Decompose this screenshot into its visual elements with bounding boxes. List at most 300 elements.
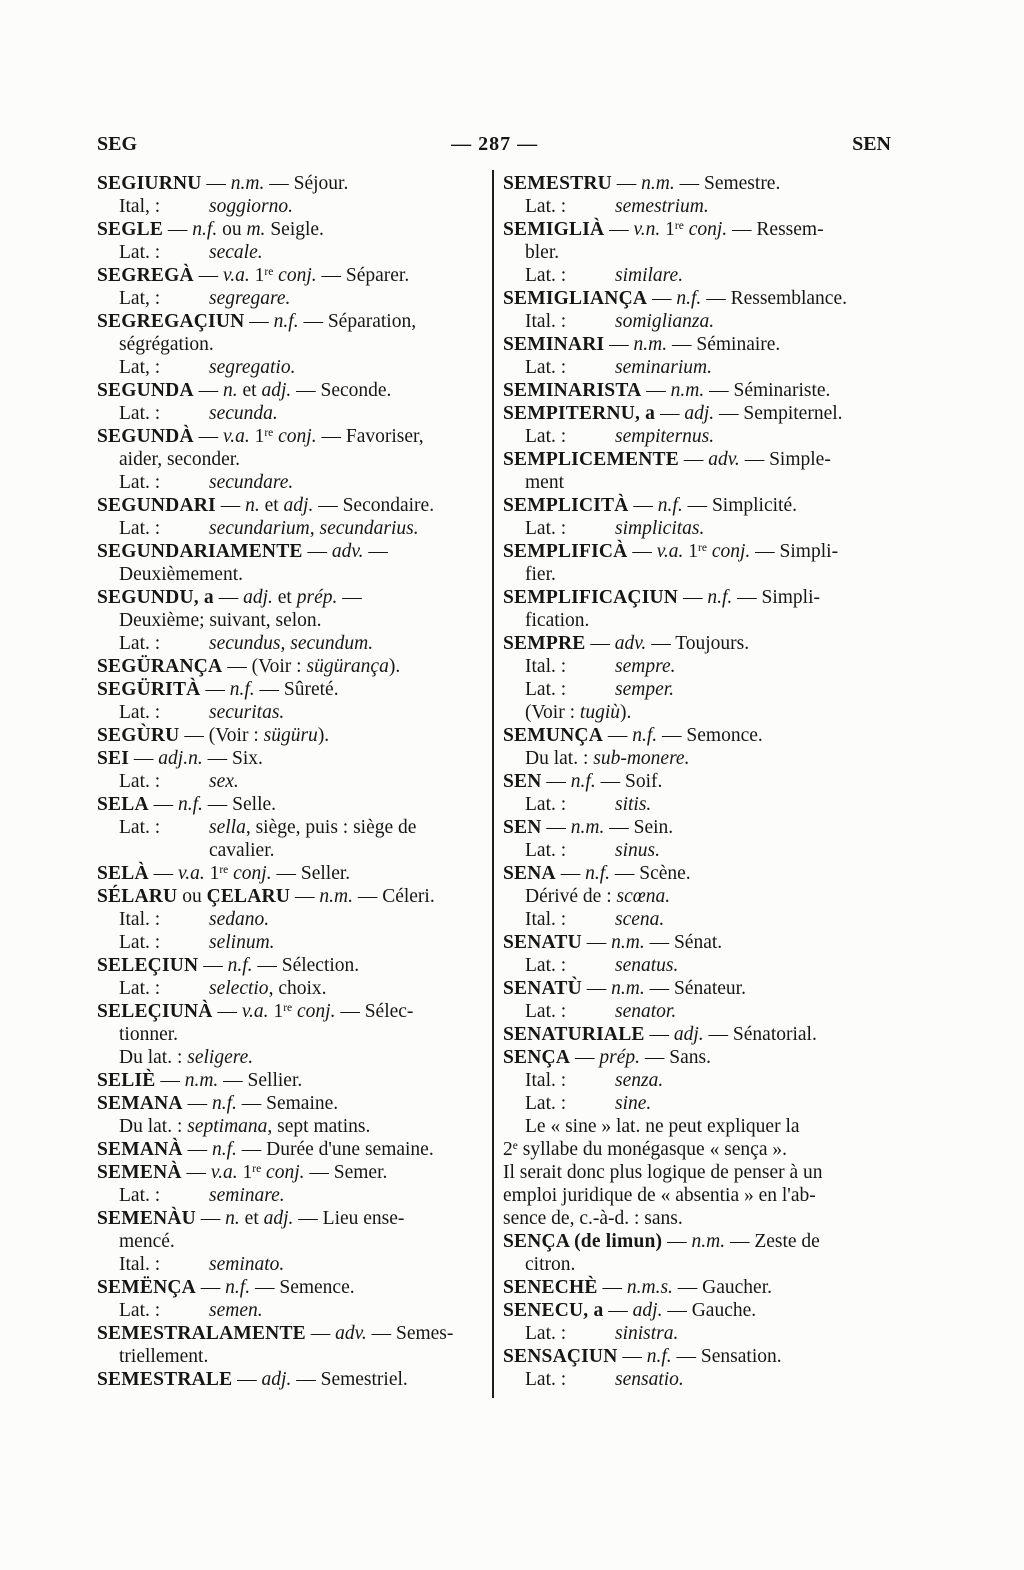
entry-subline <box>97 333 479 356</box>
headword: SENATURIALE <box>503 1024 645 1045</box>
italic-term: n.f. <box>229 679 255 700</box>
plain-text: — Sensation. <box>671 1346 782 1367</box>
plain-text: — Seconde. <box>291 380 392 401</box>
superscript: re <box>283 1002 293 1014</box>
italic-term: n.m. <box>570 817 605 838</box>
entry-line <box>97 1000 479 1023</box>
italic-term: sella <box>209 817 246 838</box>
plain-text: — Scène. <box>610 863 691 884</box>
italic-term: v.a. <box>210 1162 238 1183</box>
entry-subline <box>97 770 479 793</box>
italic-term: n.m. <box>611 978 645 999</box>
italic-term: n.m. <box>633 334 668 355</box>
entry-line <box>97 310 479 333</box>
plain-text: — <box>603 725 633 746</box>
plain-text: — <box>363 541 388 562</box>
entry-line <box>503 816 885 839</box>
entry-subline <box>503 1161 885 1184</box>
plain-text: — Ressem- <box>727 219 824 240</box>
plain-text: — Favoriser, <box>316 426 424 447</box>
language-label: Lat. : <box>119 403 161 424</box>
entry-line <box>97 425 479 448</box>
plain-text: 1 <box>268 1001 284 1022</box>
headword: SENECU, a <box>503 1300 604 1321</box>
language-label: Ital. : <box>119 1254 161 1275</box>
italic-term: m. <box>246 219 266 240</box>
plain-text: — Semes- <box>366 1323 454 1344</box>
italic-term: conj. <box>706 541 751 562</box>
italic-term: semestrium. <box>615 196 709 217</box>
italic-term: conj. <box>273 265 317 286</box>
plain-text: — <box>655 403 685 424</box>
plain-text: — <box>182 1139 212 1160</box>
plain-text: ou <box>177 886 207 907</box>
headword: SEGUNDARIAMENTE <box>97 541 303 562</box>
entry-line <box>503 1046 885 1069</box>
entry-subline <box>97 195 479 218</box>
headword: SENATU <box>503 932 582 953</box>
plain-text: — <box>541 771 571 792</box>
entry-subline <box>503 264 885 287</box>
italic-term: sempiternus. <box>615 426 715 447</box>
headword: SENÇA (de limun) <box>503 1231 663 1252</box>
headword: SEGÙRU <box>97 725 180 746</box>
plain-text: 1 <box>249 265 265 286</box>
entry-subline <box>97 1253 479 1276</box>
italic-term: sitis. <box>615 794 652 815</box>
entry-subline <box>503 885 885 908</box>
plain-text: — <box>585 633 615 654</box>
entry-subline <box>97 356 479 379</box>
plain-text: — Sénateur. <box>644 978 746 999</box>
plain-text: Deuxième; suivant, selon. <box>119 610 322 631</box>
page-header <box>97 133 891 156</box>
entry-subline <box>503 609 885 632</box>
entry-line <box>97 1207 479 1230</box>
headword: SEGÜRANÇA <box>97 656 223 677</box>
entry-line <box>97 655 479 678</box>
headword: SEGÜRITÀ <box>97 679 201 700</box>
entry-line <box>503 287 885 310</box>
italic-term: simplicitas. <box>615 518 705 539</box>
italic-term: seminato. <box>209 1254 285 1275</box>
plain-text: — <box>581 932 612 953</box>
italic-term: sub-monere. <box>593 748 690 769</box>
italic-term: adj. <box>243 587 273 608</box>
plain-text: — <box>215 495 246 516</box>
italic-term: n.f. <box>632 725 658 746</box>
plain-text: — Séminaire. <box>667 334 781 355</box>
headword: SELÀ <box>97 863 149 884</box>
language-label: Lat. : <box>525 265 567 286</box>
entry-subline <box>503 425 885 448</box>
headword: SENATÙ <box>503 978 582 999</box>
plain-text: ). <box>388 656 401 677</box>
entry-line <box>503 862 885 885</box>
entry-subline <box>97 517 479 540</box>
italic-term: senza. <box>615 1070 664 1091</box>
headword: SEGUNDA <box>97 380 194 401</box>
plain-text: 1 <box>660 219 675 240</box>
entry-subline <box>97 402 479 425</box>
entry-line <box>97 1092 479 1115</box>
italic-term: scena. <box>615 909 665 930</box>
italic-term: n.f. <box>646 1346 672 1367</box>
plain-text: — Séjour. <box>264 173 349 194</box>
superscript: re <box>698 542 707 554</box>
plain-text: et <box>239 1208 264 1229</box>
entry-subline <box>503 954 885 977</box>
italic-term: conj. <box>292 1001 336 1022</box>
entry-subline <box>503 310 885 333</box>
language-label: Lat. : <box>119 771 161 792</box>
italic-term: septimana <box>187 1116 268 1137</box>
superscript: re <box>252 1163 262 1175</box>
entry-line <box>503 379 885 402</box>
guide-word-right: SEN <box>852 133 891 155</box>
entry-subline <box>503 1253 885 1276</box>
entry-line <box>503 494 885 517</box>
italic-term: similare. <box>615 265 684 286</box>
entry-subline <box>97 632 479 655</box>
headword: SEMIGLIANÇA <box>503 288 648 309</box>
plain-text: 1 <box>237 1162 253 1183</box>
italic-term: n.f. <box>211 1139 237 1160</box>
plain-text: — Sellier. <box>218 1070 303 1091</box>
plain-text: ou <box>217 219 247 240</box>
entry-subline <box>97 1046 479 1069</box>
plain-text: — <box>644 1024 674 1045</box>
language-label: Lat. : <box>525 679 567 700</box>
italic-term: secunda. <box>209 403 278 424</box>
entry-subline <box>503 678 885 701</box>
plain-text: Du lat. : <box>119 1116 188 1137</box>
entry-subline <box>97 1023 479 1046</box>
language-label: Lat. : <box>119 1300 161 1321</box>
entry-subline <box>97 287 479 310</box>
plain-text: ségrégation. <box>119 334 214 355</box>
italic-term: conj. <box>273 426 317 447</box>
plain-text: — Gaucher. <box>672 1277 772 1298</box>
plain-text: , sept matins. <box>267 1116 371 1137</box>
entry-subline <box>97 1230 479 1253</box>
entry-line <box>97 724 479 747</box>
italic-term: adj. <box>283 495 314 516</box>
italic-term: semen. <box>209 1300 263 1321</box>
italic-term: n.m. <box>670 380 705 401</box>
italic-term: n.f. <box>657 495 683 516</box>
entry-subline <box>503 1138 885 1161</box>
plain-text: — <box>148 794 178 815</box>
plain-text: — <box>195 1277 226 1298</box>
plain-text: mencé. <box>119 1231 175 1252</box>
plain-text: — <box>200 679 230 700</box>
language-label: Ital. : <box>525 909 567 930</box>
entry-line <box>503 172 885 195</box>
italic-term: v.a. <box>656 541 684 562</box>
headword: SEN <box>503 771 542 792</box>
entry-subline <box>503 1000 885 1023</box>
headword: SEGUNDÀ <box>97 426 194 447</box>
headword: SELA <box>97 794 149 815</box>
language-label: Lat. : <box>525 1323 567 1344</box>
headword: SENÇA <box>503 1047 571 1068</box>
entry-line <box>97 540 479 563</box>
entry-subline <box>97 931 479 954</box>
entry-subline <box>97 1345 479 1368</box>
plain-text: — Sein. <box>604 817 674 838</box>
entry-subline <box>503 908 885 931</box>
italic-term: sempre. <box>615 656 676 677</box>
italic-term: n.f. <box>570 771 596 792</box>
entry-line <box>97 1368 479 1391</box>
plain-text: — Simplicité. <box>682 495 797 516</box>
italic-term: adj. <box>261 1369 292 1390</box>
plain-text: — <box>302 541 332 562</box>
plain-text: — Zeste de <box>725 1231 820 1252</box>
plain-text: citron. <box>525 1254 576 1275</box>
headword: SEMIGLIÀ <box>503 219 605 240</box>
entry-line <box>503 770 885 793</box>
italic-term: n.m.s. <box>626 1277 673 1298</box>
left-column <box>97 172 479 1391</box>
right-column <box>503 172 885 1391</box>
headword: SEMENÀU <box>97 1208 196 1229</box>
language-label: Lat. : <box>525 840 567 861</box>
plain-text: — <box>570 1047 600 1068</box>
italic-term: conj. <box>683 219 728 240</box>
superscript: re <box>264 266 274 278</box>
plain-text: 1 <box>683 541 699 562</box>
plain-text: sence de, c.-à-d. : sans. <box>503 1208 683 1229</box>
headword: SEMINARISTA <box>503 380 642 401</box>
entry-subline <box>97 839 479 862</box>
plain-text: ). <box>620 702 632 723</box>
entry-line <box>503 402 885 425</box>
italic-term: sinistra. <box>615 1323 679 1344</box>
headword: SEGLE <box>97 219 164 240</box>
italic-term: n.f. <box>192 219 218 240</box>
entry-subline <box>503 563 885 586</box>
italic-term: adj. <box>684 403 715 424</box>
language-label: Lat. : <box>525 1093 567 1114</box>
italic-term: v.a. <box>241 1001 269 1022</box>
language-label: Lat. : <box>119 978 161 999</box>
italic-term: selectio <box>209 978 269 999</box>
plain-text: — <box>678 587 708 608</box>
italic-term: adj.n. <box>158 748 203 769</box>
italic-term: n.f. <box>707 587 733 608</box>
plain-text: — Sénatorial. <box>703 1024 817 1045</box>
italic-term: conj. <box>228 863 272 884</box>
italic-term: senatus. <box>615 955 679 976</box>
italic-term: adv. <box>708 449 740 470</box>
italic-term: adv. <box>335 1323 367 1344</box>
italic-term: n.m. <box>611 932 645 953</box>
entry-subline <box>97 908 479 931</box>
entry-subline <box>97 1115 479 1138</box>
entry-subline <box>503 793 885 816</box>
italic-term: semper. <box>615 679 675 700</box>
language-label: Lat. : <box>119 702 161 723</box>
entry-line <box>97 218 479 241</box>
plain-text: Seigle. <box>265 219 324 240</box>
plain-text: — Séminariste. <box>704 380 831 401</box>
headword: SEMESTRALE <box>97 1369 233 1390</box>
entry-subline <box>503 241 885 264</box>
language-label: Lat. : <box>525 1001 567 1022</box>
entry-line <box>97 494 479 517</box>
italic-term: n. <box>223 380 238 401</box>
language-label: Ital. : <box>525 1070 567 1091</box>
plain-text: — <box>201 173 231 194</box>
italic-term: v.a. <box>178 863 205 884</box>
headword: SEMENÀ <box>97 1162 182 1183</box>
language-label: Lat. : <box>525 794 567 815</box>
plain-text: et <box>237 380 262 401</box>
italic-term: soggiorno. <box>209 196 293 217</box>
headword: SEGREGÀ <box>97 265 194 286</box>
entry-subline <box>97 241 479 264</box>
italic-term: securitas. <box>209 702 285 723</box>
italic-term: n.f. <box>211 1093 237 1114</box>
italic-term: sügüru <box>263 725 318 746</box>
superscript: re <box>674 220 684 232</box>
superscript: re <box>219 864 229 876</box>
plain-text: — <box>617 1346 647 1367</box>
plain-text: — <box>193 426 223 447</box>
language-label: Lat. : <box>525 518 567 539</box>
headword: SELEÇIUNÀ <box>97 1001 213 1022</box>
plain-text: — Secondaire. <box>313 495 435 516</box>
language-label: Lat. : <box>525 955 567 976</box>
plain-text: fication. <box>525 610 590 631</box>
language-label: Lat. : <box>119 633 161 654</box>
italic-term: n.f. <box>585 863 610 884</box>
italic-term: secundus, secundum. <box>209 633 374 654</box>
plain-text: — <box>155 1070 185 1091</box>
headword: SEMPITERNU, a <box>503 403 656 424</box>
entry-line <box>97 678 479 701</box>
entry-subline <box>97 448 479 471</box>
entry-subline <box>503 701 885 724</box>
italic-term: v.a. <box>223 426 250 447</box>
plain-text: — Sélec- <box>335 1001 414 1022</box>
entry-line <box>97 793 479 816</box>
italic-term: sex. <box>209 771 239 792</box>
headword: SEMPLICEMENTE <box>503 449 679 470</box>
plain-text: — <box>641 380 671 401</box>
headword: SEMINARI <box>503 334 605 355</box>
entry-subline <box>503 1184 885 1207</box>
plain-text: Du lat. : <box>525 748 594 769</box>
italic-term: sine. <box>615 1093 652 1114</box>
plain-text: (Voir : <box>525 702 580 723</box>
entry-line <box>97 747 479 770</box>
plain-text: — <box>662 1231 692 1252</box>
italic-term: n.m. <box>641 173 675 194</box>
plain-text: ment <box>525 472 564 493</box>
plain-text: — Sempiternel. <box>714 403 843 424</box>
italic-term: scœna. <box>616 886 671 907</box>
italic-term: somiglianza. <box>615 311 715 332</box>
page-number: — 287 — <box>451 133 539 155</box>
entry-subline <box>503 655 885 678</box>
language-label: Ital, : <box>119 196 161 217</box>
entry-subline <box>503 517 885 540</box>
italic-term: n.m. <box>319 886 353 907</box>
plain-text: — <box>555 863 586 884</box>
italic-term: seminare. <box>209 1185 285 1206</box>
italic-term: n.f. <box>676 288 702 309</box>
headword: SENECHÈ <box>503 1277 598 1298</box>
plain-text: et <box>259 495 284 516</box>
plain-text: — <box>193 380 223 401</box>
headword: SEGUNDARI <box>97 495 216 516</box>
entry-line <box>503 977 885 1000</box>
entry-subline <box>503 356 885 379</box>
plain-text: — Seller. <box>271 863 351 884</box>
plain-text: — <box>198 955 228 976</box>
plain-text: — <box>232 1369 262 1390</box>
plain-text: — <box>212 1001 242 1022</box>
guide-word-left: SEG <box>97 133 138 155</box>
entry-line <box>97 862 479 885</box>
plain-text: — Toujours. <box>646 633 750 654</box>
plain-text: — <box>541 817 571 838</box>
entry-line <box>503 1023 885 1046</box>
superscript: e <box>512 1140 518 1152</box>
plain-text: — <box>193 265 224 286</box>
plain-text: — Séparation, <box>298 311 417 332</box>
plain-text: — <box>611 173 642 194</box>
entry-subline <box>503 839 885 862</box>
entry-subline <box>97 1184 479 1207</box>
language-label: Lat. : <box>525 196 567 217</box>
plain-text: — <box>290 886 320 907</box>
italic-term: secundare. <box>209 472 294 493</box>
headword: SEMPRE <box>503 633 586 654</box>
italic-term: v.a. <box>223 265 250 286</box>
italic-term: n.m. <box>230 173 265 194</box>
entry-line <box>503 1230 885 1253</box>
entry-subline <box>97 609 479 632</box>
superscript: re <box>264 427 274 439</box>
plain-text: — Lieu ense- <box>293 1208 405 1229</box>
entry-line <box>97 1161 479 1184</box>
plain-text: — Séparer. <box>316 265 410 286</box>
italic-term: prép. <box>296 587 338 608</box>
plain-text: cavalier. <box>209 840 275 861</box>
plain-text: — Semestre. <box>674 173 781 194</box>
plain-text: — <box>181 1162 211 1183</box>
italic-term: conj. <box>261 1162 305 1183</box>
italic-term: adj. <box>261 380 292 401</box>
entry-line <box>97 379 479 402</box>
plain-text: emploi juridique de « absentia » en l'ab- <box>503 1185 816 1206</box>
entry-line <box>503 218 885 241</box>
entry-line <box>97 885 479 908</box>
plain-text: Du lat. : <box>119 1047 188 1068</box>
italic-term: n.m. <box>184 1070 219 1091</box>
plain-text: — Semaine. <box>236 1093 339 1114</box>
plain-text: — <box>195 1208 226 1229</box>
entry-subline <box>97 563 479 586</box>
entry-line <box>97 172 479 195</box>
headword: SENSAÇIUN <box>503 1346 618 1367</box>
headword: SÉLARU <box>97 886 178 907</box>
plain-text: Dérivé de : <box>525 886 617 907</box>
